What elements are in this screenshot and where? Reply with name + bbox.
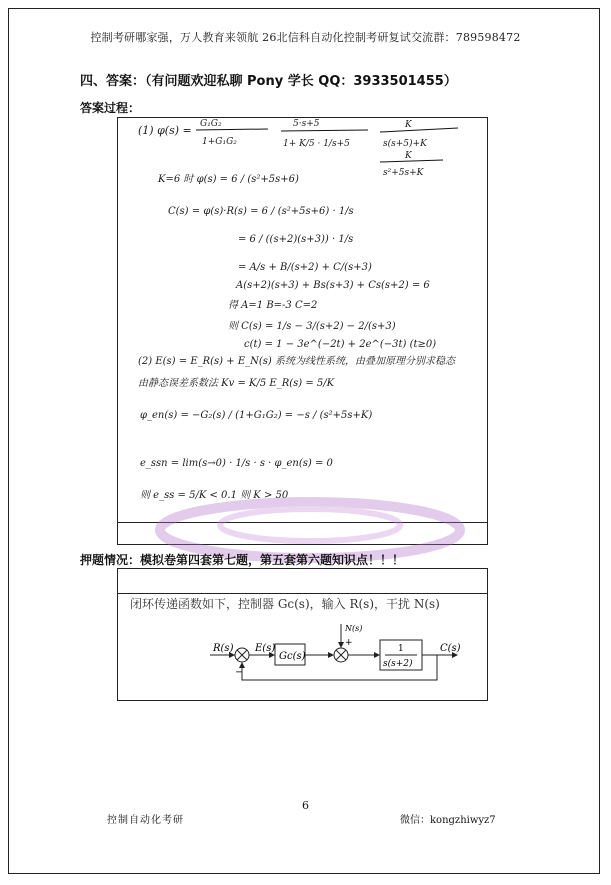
hw-line-5: = A/s + B/(s+2) + C/(s+3) <box>238 262 372 273</box>
hw-line-6: A(s+2)(s+3) + Bs(s+3) + Cs(s+2) = 6 <box>236 280 430 291</box>
plus-sign: + <box>345 638 353 648</box>
minus-sign: − <box>235 667 244 678</box>
hw-line-1i: s²+5s+K <box>383 168 424 178</box>
hw-line-12: φ_en(s) = −G₂(s) / (1+G₁G₂) = −s / (s²+5s+K) <box>140 410 373 421</box>
hw-line-1g: s(s+5)+K <box>383 139 427 149</box>
question-box-divider <box>118 593 487 594</box>
hw-line-7: 得 A=1 B=-3 C=2 <box>228 300 318 311</box>
hw-line-3: C(s) = φ(s)·R(s) = 6 / (s²+5s+6) · 1/s <box>168 206 354 217</box>
footer-left: 控制自动化考研 <box>107 815 184 826</box>
error-label: E(s) <box>255 643 276 654</box>
page-header: 控制考研哪家强，万人教育来领航 26北信科自动化控制考研复试交流群：789598472 <box>90 31 521 44</box>
hw-line-11: 由静态误差系数法 Kv = K/5 E_R(s) = 5/K <box>138 378 335 389</box>
hw-line-1e: 1+ K/5 · 1/s+5 <box>283 139 350 149</box>
hw-line-1h: K <box>405 151 412 161</box>
plant-denominator: s(s+2) <box>383 659 413 669</box>
block-diagram <box>205 618 475 690</box>
hw-line-8: 则 C(s) = 1/s − 3/(s+2) − 2/(s+3) <box>228 321 396 332</box>
question-text: 闭环传递函数如下，控制器 Gc(s)，输入 R(s)，干扰 N(s) <box>130 597 440 611</box>
footer-right: 微信：kongzhiwyz7 <box>400 815 496 826</box>
answer-box <box>117 117 488 545</box>
answer-heading: 四、答案：（有问题欢迎私聊 Pony 学长 QQ：3933501455） <box>80 74 457 89</box>
page-number: 6 <box>302 799 309 812</box>
hw-line-1c: 1+G₁G₂ <box>202 137 237 147</box>
output-label: C(s) <box>440 643 461 654</box>
hw-line-1a: (1) φ(s) = <box>138 124 192 137</box>
hw-line-2: K=6 时 φ(s) = 6 / (s²+5s+6) <box>158 174 299 185</box>
hw-line-1d: 5·s+5 <box>293 119 320 129</box>
handwritten-solution <box>118 118 489 522</box>
plant-numerator: 1 <box>398 644 404 654</box>
hw-line-13: e_ssn = lim(s→0) · 1/s · s · φ_en(s) = 0 <box>140 458 333 469</box>
hw-line-14: 则 e_ss = 5/K < 0.1 则 K > 50 <box>140 490 289 501</box>
hw-line-9: c(t) = 1 − 3e^(−2t) + 2e^(−3t) (t≥0) <box>244 339 437 350</box>
prediction-label: 押题情况：模拟卷第四套第七题，第五套第六题知识点！！！ <box>80 553 405 567</box>
fraction-bar <box>196 129 268 130</box>
fraction-bar <box>281 130 368 131</box>
hw-line-10: (2) E(s) = E_R(s) + E_N(s) 系统为线性系统，由叠加原理分别求稳态 <box>138 356 455 367</box>
input-label: R(s) <box>213 643 234 654</box>
hw-line-4: = 6 / ((s+2)(s+3)) · 1/s <box>238 234 354 245</box>
hw-line-1b: G₁G₂ <box>200 119 222 129</box>
fraction-bar <box>380 128 458 132</box>
process-label: 答案过程： <box>80 101 141 115</box>
hw-line-1f: K <box>405 120 412 130</box>
controller-label: Gc(s) <box>279 651 306 662</box>
disturbance-label: N(s) <box>345 624 363 633</box>
